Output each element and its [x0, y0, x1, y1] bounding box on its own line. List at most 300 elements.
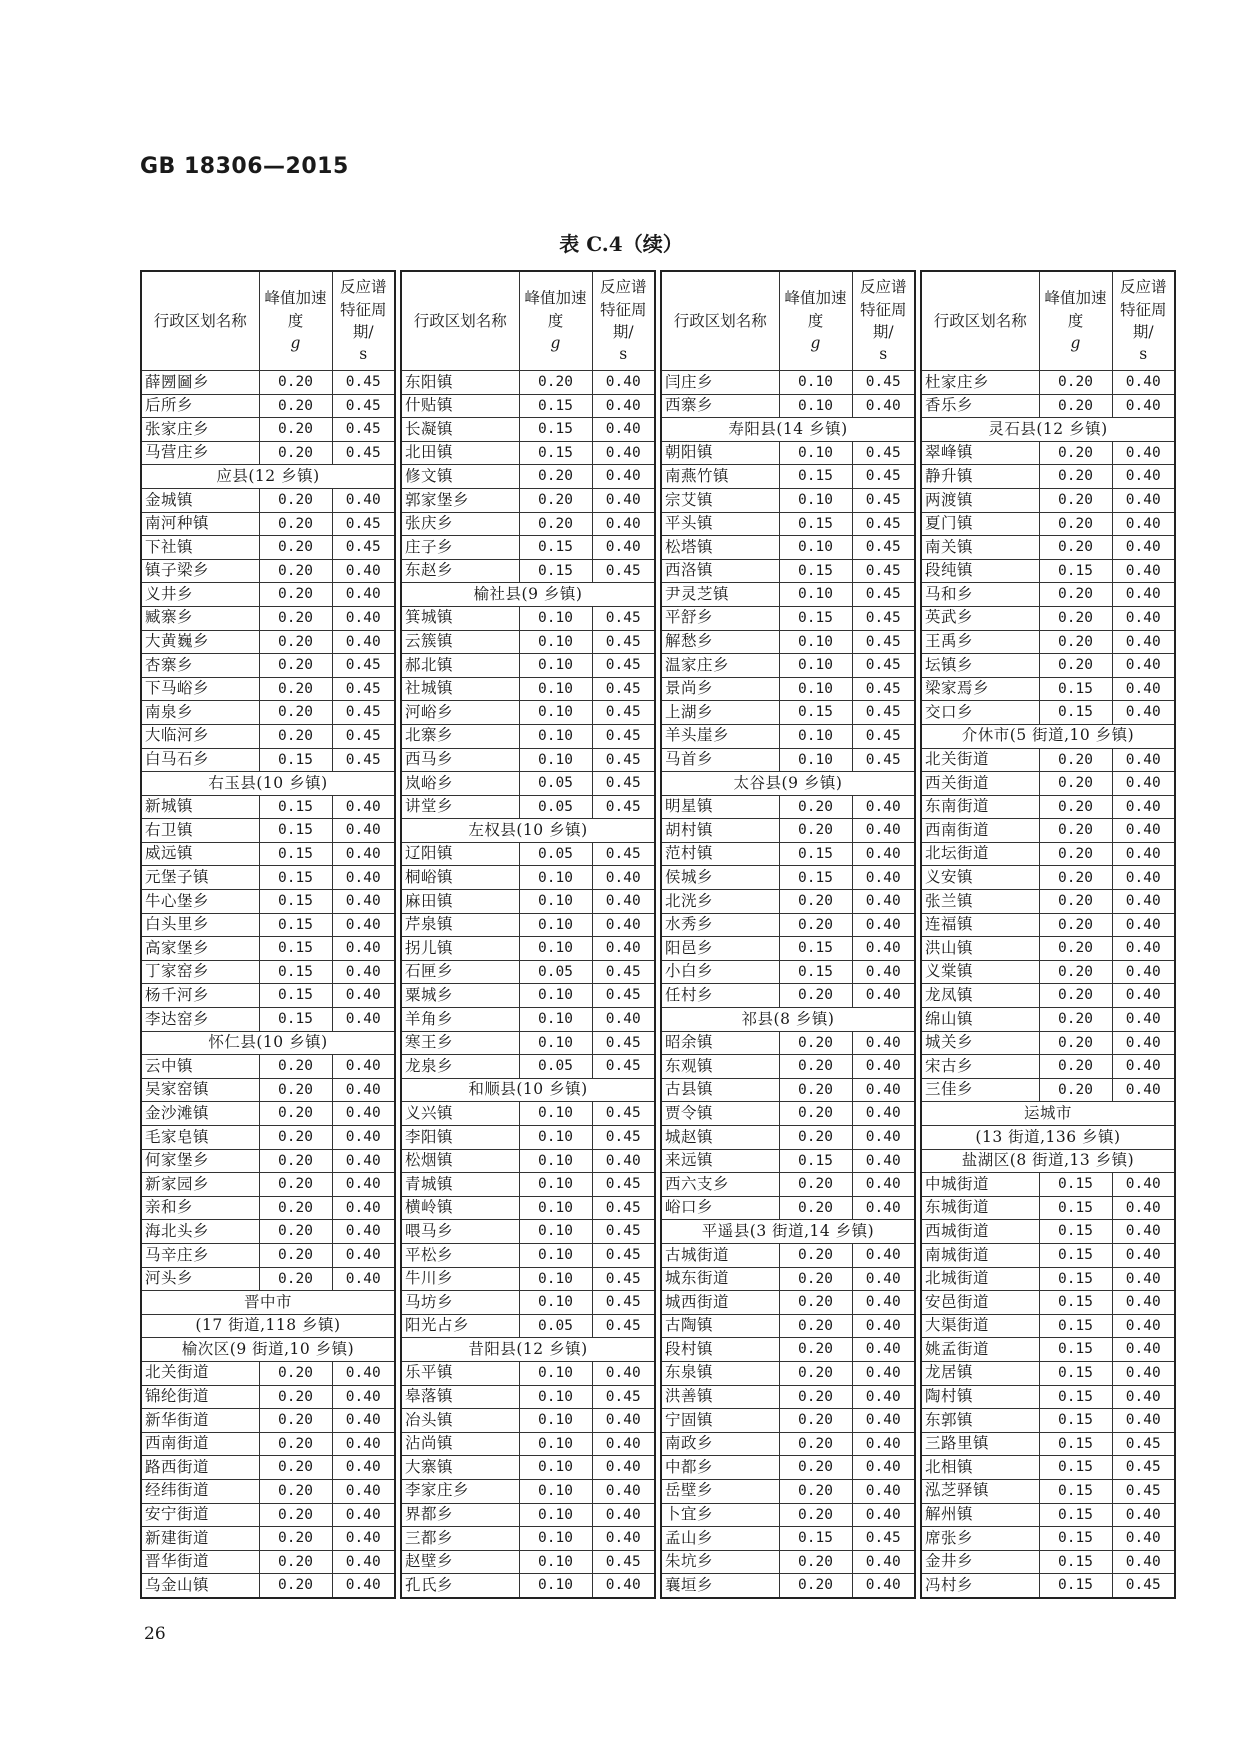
characteristic-period: 0.45 — [592, 654, 655, 678]
peak-acceleration: 0.10 — [779, 583, 852, 607]
peak-acceleration: 0.20 — [259, 677, 332, 701]
characteristic-period: 0.40 — [592, 418, 655, 442]
peak-acceleration: 0.20 — [259, 536, 332, 560]
characteristic-period: 0.45 — [852, 606, 915, 630]
peak-acceleration: 0.15 — [779, 842, 852, 866]
table-row — [141, 748, 395, 772]
region-name: 义井乡 — [141, 583, 259, 607]
characteristic-period: 0.45 — [592, 1126, 655, 1150]
peak-acceleration: 0.15 — [1039, 559, 1112, 583]
peak-acceleration: 0.20 — [259, 441, 332, 465]
table-row — [401, 606, 655, 630]
region-name: 金沙滩镇 — [141, 1102, 259, 1126]
peak-acceleration: 0.15 — [519, 441, 592, 465]
peak-acceleration: 0.20 — [259, 394, 332, 418]
table-row — [661, 1055, 915, 1079]
peak-acceleration: 0.10 — [779, 441, 852, 465]
peak-acceleration: 0.15 — [519, 559, 592, 583]
peak-acceleration: 0.20 — [1039, 819, 1112, 843]
peak-acceleration: 0.15 — [1039, 1338, 1112, 1362]
table-row — [661, 1267, 915, 1291]
characteristic-period: 0.40 — [1112, 1196, 1175, 1220]
region-name: 朱坑乡 — [661, 1550, 779, 1574]
region-name: 峪口乡 — [661, 1196, 779, 1220]
group-header-row — [661, 772, 915, 796]
characteristic-period: 0.40 — [592, 1503, 655, 1527]
table-row — [401, 630, 655, 654]
table-row — [921, 1078, 1175, 1102]
table-row — [921, 701, 1175, 725]
peak-acceleration: 0.10 — [519, 1149, 592, 1173]
characteristic-period: 0.45 — [592, 1291, 655, 1315]
peak-acceleration: 0.20 — [259, 630, 332, 654]
region-name: 长凝镇 — [401, 418, 519, 442]
region-name: 解州镇 — [921, 1503, 1039, 1527]
table-row — [661, 890, 915, 914]
characteristic-period: 0.40 — [1112, 937, 1175, 961]
peak-acceleration: 0.20 — [259, 701, 332, 725]
region-name: 中城街道 — [921, 1173, 1039, 1197]
group-header: 右玉县(10 乡镇) — [141, 772, 395, 796]
peak-acceleration: 0.15 — [1039, 1173, 1112, 1197]
table-row — [661, 536, 915, 560]
peak-acceleration: 0.20 — [259, 488, 332, 512]
peak-acceleration: 0.20 — [259, 1149, 332, 1173]
peak-acceleration: 0.20 — [779, 1243, 852, 1267]
peak-acceleration: 0.10 — [519, 1031, 592, 1055]
table-row — [141, 606, 395, 630]
peak-acceleration: 0.10 — [519, 1574, 592, 1598]
table-row — [401, 488, 655, 512]
characteristic-period: 0.40 — [1112, 536, 1175, 560]
table-row — [661, 371, 915, 395]
table-row — [921, 1291, 1175, 1315]
peak-acceleration: 0.20 — [779, 984, 852, 1008]
characteristic-period: 0.45 — [592, 1267, 655, 1291]
table-row — [921, 1456, 1175, 1480]
region-name: 羊头崖乡 — [661, 724, 779, 748]
region-name: 北寨乡 — [401, 724, 519, 748]
table-row — [401, 465, 655, 489]
region-name: 白头里乡 — [141, 913, 259, 937]
peak-acceleration: 0.20 — [779, 1361, 852, 1385]
characteristic-period: 0.45 — [592, 606, 655, 630]
peak-acceleration: 0.20 — [259, 1220, 332, 1244]
region-name: 张家庄乡 — [141, 418, 259, 442]
header-accel: 峰值加速度 g — [779, 271, 852, 371]
region-name: 平头镇 — [661, 512, 779, 536]
table-row — [921, 772, 1175, 796]
table-row — [401, 559, 655, 583]
table-row — [921, 1361, 1175, 1385]
table-row — [661, 1078, 915, 1102]
characteristic-period: 0.40 — [592, 441, 655, 465]
table-row — [141, 583, 395, 607]
characteristic-period: 0.40 — [852, 1361, 915, 1385]
peak-acceleration: 0.10 — [779, 748, 852, 772]
table-row — [141, 984, 395, 1008]
table-row — [921, 488, 1175, 512]
characteristic-period: 0.40 — [852, 890, 915, 914]
table-row — [921, 1220, 1175, 1244]
peak-acceleration: 0.20 — [1039, 795, 1112, 819]
characteristic-period: 0.40 — [1112, 677, 1175, 701]
region-name: 金城镇 — [141, 488, 259, 512]
group-header-row — [661, 1220, 915, 1244]
region-name: 香乐乡 — [921, 394, 1039, 418]
peak-acceleration: 0.20 — [259, 1078, 332, 1102]
peak-acceleration: 0.20 — [1039, 1055, 1112, 1079]
table-row — [661, 1574, 915, 1598]
header-row — [401, 271, 655, 371]
table-row — [401, 866, 655, 890]
peak-acceleration: 0.15 — [259, 984, 332, 1008]
group-header: 晋中市 — [141, 1291, 395, 1315]
characteristic-period: 0.45 — [332, 394, 395, 418]
peak-acceleration: 0.10 — [519, 1361, 592, 1385]
region-name: 席张乡 — [921, 1527, 1039, 1551]
table-row — [921, 1409, 1175, 1433]
table-row — [401, 418, 655, 442]
characteristic-period: 0.40 — [1112, 1550, 1175, 1574]
table-row — [401, 1126, 655, 1150]
region-name: 丁家窑乡 — [141, 960, 259, 984]
peak-acceleration: 0.20 — [779, 819, 852, 843]
table-row — [921, 1385, 1175, 1409]
characteristic-period: 0.40 — [1112, 890, 1175, 914]
characteristic-period: 0.40 — [332, 1008, 395, 1032]
region-name: 乐平镇 — [401, 1361, 519, 1385]
characteristic-period: 0.40 — [852, 1291, 915, 1315]
characteristic-period: 0.40 — [592, 1527, 655, 1551]
group-header-row — [661, 418, 915, 442]
characteristic-period: 0.40 — [1112, 1385, 1175, 1409]
table-row — [401, 984, 655, 1008]
table-row — [661, 630, 915, 654]
table-row — [141, 1574, 395, 1598]
characteristic-period: 0.45 — [852, 536, 915, 560]
table-row — [141, 1479, 395, 1503]
peak-acceleration: 0.20 — [519, 465, 592, 489]
peak-acceleration: 0.20 — [259, 1102, 332, 1126]
table-row — [141, 866, 395, 890]
characteristic-period: 0.45 — [592, 1173, 655, 1197]
peak-acceleration: 0.20 — [1039, 583, 1112, 607]
region-name: 南泉乡 — [141, 701, 259, 725]
table-row — [141, 913, 395, 937]
characteristic-period: 0.45 — [332, 371, 395, 395]
region-name: 马坊乡 — [401, 1291, 519, 1315]
peak-acceleration: 0.15 — [1039, 701, 1112, 725]
peak-acceleration: 0.10 — [519, 1550, 592, 1574]
region-name: 宋古乡 — [921, 1055, 1039, 1079]
peak-acceleration: 0.15 — [1039, 1243, 1112, 1267]
region-name: 东郭镇 — [921, 1409, 1039, 1433]
peak-acceleration: 0.20 — [1039, 488, 1112, 512]
group-header-row — [921, 1126, 1175, 1150]
peak-acceleration: 0.15 — [1039, 1267, 1112, 1291]
peak-acceleration: 0.20 — [259, 1432, 332, 1456]
table-row — [141, 724, 395, 748]
characteristic-period: 0.40 — [1112, 1078, 1175, 1102]
region-name: 辽阳镇 — [401, 842, 519, 866]
region-name: 南城街道 — [921, 1243, 1039, 1267]
characteristic-period: 0.40 — [332, 1385, 395, 1409]
header-name: 行政区划名称 — [661, 271, 779, 371]
characteristic-period: 0.45 — [592, 701, 655, 725]
characteristic-period: 0.45 — [332, 441, 395, 465]
characteristic-period: 0.40 — [332, 559, 395, 583]
characteristic-period: 0.40 — [1112, 984, 1175, 1008]
characteristic-period: 0.40 — [592, 371, 655, 395]
table-row — [141, 937, 395, 961]
peak-acceleration: 0.20 — [259, 1196, 332, 1220]
peak-acceleration: 0.15 — [1039, 1409, 1112, 1433]
table-title: 表 C.4（续） — [559, 232, 683, 256]
peak-acceleration: 0.15 — [259, 937, 332, 961]
characteristic-period: 0.40 — [852, 1243, 915, 1267]
table-row — [141, 418, 395, 442]
table-row — [401, 795, 655, 819]
characteristic-period: 0.40 — [592, 1479, 655, 1503]
table-row — [921, 1008, 1175, 1032]
characteristic-period: 0.40 — [852, 1479, 915, 1503]
characteristic-period: 0.40 — [1112, 1173, 1175, 1197]
region-name: 阳光占乡 — [401, 1314, 519, 1338]
peak-acceleration: 0.10 — [519, 1173, 592, 1197]
characteristic-period: 0.40 — [1112, 748, 1175, 772]
characteristic-period: 0.40 — [592, 1574, 655, 1598]
peak-acceleration: 0.20 — [259, 583, 332, 607]
characteristic-period: 0.40 — [332, 1055, 395, 1079]
characteristic-period: 0.45 — [852, 583, 915, 607]
characteristic-period: 0.40 — [852, 1149, 915, 1173]
peak-acceleration: 0.20 — [779, 1456, 852, 1480]
characteristic-period: 0.40 — [852, 1173, 915, 1197]
table-row — [141, 842, 395, 866]
region-name: 王禹乡 — [921, 630, 1039, 654]
region-name: 小白乡 — [661, 960, 779, 984]
peak-acceleration: 0.20 — [259, 559, 332, 583]
peak-acceleration: 0.15 — [519, 394, 592, 418]
region-name: 张庆乡 — [401, 512, 519, 536]
characteristic-period: 0.40 — [592, 1409, 655, 1433]
peak-acceleration: 0.20 — [1039, 937, 1112, 961]
region-name: 喂马乡 — [401, 1220, 519, 1244]
peak-acceleration: 0.10 — [519, 701, 592, 725]
peak-acceleration: 0.10 — [519, 1385, 592, 1409]
region-name: 段纯镇 — [921, 559, 1039, 583]
region-name: 连福镇 — [921, 913, 1039, 937]
peak-acceleration: 0.10 — [519, 748, 592, 772]
region-name: 两渡镇 — [921, 488, 1039, 512]
peak-acceleration: 0.15 — [1039, 1432, 1112, 1456]
table-row — [401, 1456, 655, 1480]
region-name: 侯城乡 — [661, 866, 779, 890]
characteristic-period: 0.40 — [592, 1456, 655, 1480]
region-name: 后所乡 — [141, 394, 259, 418]
table-row — [401, 677, 655, 701]
table-row — [661, 1126, 915, 1150]
table-row — [661, 1456, 915, 1480]
region-name: 襄垣乡 — [661, 1574, 779, 1598]
characteristic-period: 0.40 — [1112, 654, 1175, 678]
characteristic-period: 0.40 — [852, 984, 915, 1008]
characteristic-period: 0.45 — [592, 748, 655, 772]
peak-acceleration: 0.15 — [259, 819, 332, 843]
region-name: 皋落镇 — [401, 1385, 519, 1409]
region-name: 昭余镇 — [661, 1031, 779, 1055]
table-row — [661, 465, 915, 489]
region-name: 修文镇 — [401, 465, 519, 489]
region-name: 朝阳镇 — [661, 441, 779, 465]
region-name: 石匣乡 — [401, 960, 519, 984]
peak-acceleration: 0.10 — [519, 890, 592, 914]
region-name: 坛镇乡 — [921, 654, 1039, 678]
group-header: 介休市(5 街道,10 乡镇) — [921, 724, 1175, 748]
region-name: 古县镇 — [661, 1078, 779, 1102]
peak-acceleration: 0.15 — [519, 418, 592, 442]
peak-acceleration: 0.10 — [779, 371, 852, 395]
characteristic-period: 0.40 — [852, 795, 915, 819]
region-name: 姚孟街道 — [921, 1338, 1039, 1362]
region-name: 解愁乡 — [661, 630, 779, 654]
region-name: 城赵镇 — [661, 1126, 779, 1150]
peak-acceleration: 0.20 — [259, 1456, 332, 1480]
region-name: 马辛庄乡 — [141, 1243, 259, 1267]
header-accel: 峰值加速度 g — [259, 271, 332, 371]
region-name: 晋华街道 — [141, 1550, 259, 1574]
region-name: 高家堡乡 — [141, 937, 259, 961]
region-name: 乌金山镇 — [141, 1574, 259, 1598]
characteristic-period: 0.40 — [1112, 1008, 1175, 1032]
region-name: 毛家皂镇 — [141, 1126, 259, 1150]
characteristic-period: 0.40 — [1112, 1338, 1175, 1362]
table-row — [921, 795, 1175, 819]
table-row — [401, 1503, 655, 1527]
characteristic-period: 0.40 — [852, 1102, 915, 1126]
peak-acceleration: 0.10 — [519, 1503, 592, 1527]
table-row — [921, 1550, 1175, 1574]
table-row — [921, 536, 1175, 560]
region-name: 南河种镇 — [141, 512, 259, 536]
characteristic-period: 0.45 — [592, 1196, 655, 1220]
table-row — [141, 1008, 395, 1032]
table-row — [401, 701, 655, 725]
table-row — [141, 677, 395, 701]
region-name: 桐峪镇 — [401, 866, 519, 890]
peak-acceleration: 0.10 — [519, 866, 592, 890]
region-name: 温家庄乡 — [661, 654, 779, 678]
region-name: 义安镇 — [921, 866, 1039, 890]
region-name: 白马石乡 — [141, 748, 259, 772]
region-name: 河峪乡 — [401, 701, 519, 725]
table-row — [401, 441, 655, 465]
region-name: 北田镇 — [401, 441, 519, 465]
peak-acceleration: 0.10 — [779, 488, 852, 512]
header-period: 反应谱特征周期/ s — [1112, 271, 1175, 371]
region-name: 冶头镇 — [401, 1409, 519, 1433]
peak-acceleration: 0.15 — [259, 866, 332, 890]
characteristic-period: 0.40 — [332, 890, 395, 914]
table-row — [661, 937, 915, 961]
table-row — [921, 441, 1175, 465]
characteristic-period: 0.40 — [592, 394, 655, 418]
characteristic-period: 0.45 — [592, 1314, 655, 1338]
header-period: 反应谱特征周期/ s — [852, 271, 915, 371]
region-name: 城东街道 — [661, 1267, 779, 1291]
peak-acceleration: 0.20 — [1039, 606, 1112, 630]
peak-acceleration: 0.20 — [259, 371, 332, 395]
characteristic-period: 0.40 — [1112, 1220, 1175, 1244]
table-row — [661, 654, 915, 678]
region-name: 威远镇 — [141, 842, 259, 866]
characteristic-period: 0.40 — [592, 890, 655, 914]
characteristic-period: 0.40 — [852, 937, 915, 961]
table-row — [921, 1243, 1175, 1267]
table-row — [401, 842, 655, 866]
characteristic-period: 0.40 — [852, 1432, 915, 1456]
peak-acceleration: 0.20 — [259, 724, 332, 748]
peak-acceleration: 0.10 — [779, 394, 852, 418]
peak-acceleration: 0.05 — [519, 795, 592, 819]
region-name: 古城街道 — [661, 1243, 779, 1267]
seismic-parameter-tables — [140, 270, 1176, 1599]
region-name: 来远镇 — [661, 1149, 779, 1173]
peak-acceleration: 0.10 — [779, 654, 852, 678]
table-row — [401, 890, 655, 914]
table-row — [141, 890, 395, 914]
header-period: 反应谱特征周期/ s — [592, 271, 655, 371]
region-name: 大黄巍乡 — [141, 630, 259, 654]
peak-acceleration: 0.15 — [1039, 1385, 1112, 1409]
table-row — [141, 1361, 395, 1385]
region-name: 郝北镇 — [401, 654, 519, 678]
characteristic-period: 0.40 — [1112, 1291, 1175, 1315]
characteristic-period: 0.40 — [852, 1456, 915, 1480]
characteristic-period: 0.45 — [852, 488, 915, 512]
characteristic-period: 0.45 — [852, 724, 915, 748]
peak-acceleration: 0.10 — [519, 1008, 592, 1032]
peak-acceleration: 0.10 — [519, 1220, 592, 1244]
peak-acceleration: 0.05 — [519, 1055, 592, 1079]
characteristic-period: 0.45 — [852, 677, 915, 701]
characteristic-period: 0.40 — [332, 1243, 395, 1267]
characteristic-period: 0.45 — [592, 1102, 655, 1126]
characteristic-period: 0.40 — [332, 937, 395, 961]
characteristic-period: 0.40 — [332, 1220, 395, 1244]
region-name: 龙凤镇 — [921, 984, 1039, 1008]
peak-acceleration: 0.20 — [1039, 913, 1112, 937]
region-name: 马首乡 — [661, 748, 779, 772]
region-name: 东泉镇 — [661, 1361, 779, 1385]
characteristic-period: 0.40 — [1112, 1055, 1175, 1079]
peak-acceleration: 0.20 — [259, 512, 332, 536]
table-row — [401, 512, 655, 536]
characteristic-period: 0.40 — [332, 1550, 395, 1574]
peak-acceleration: 0.15 — [779, 1527, 852, 1551]
characteristic-period: 0.45 — [332, 701, 395, 725]
characteristic-period: 0.40 — [852, 1409, 915, 1433]
table-row — [661, 748, 915, 772]
region-name: 南关镇 — [921, 536, 1039, 560]
peak-acceleration: 0.10 — [519, 937, 592, 961]
region-name: 北关街道 — [921, 748, 1039, 772]
page-number: 26 — [144, 1624, 166, 1644]
region-name: 宗艾镇 — [661, 488, 779, 512]
region-name: 西寨乡 — [661, 394, 779, 418]
table-row — [661, 1102, 915, 1126]
